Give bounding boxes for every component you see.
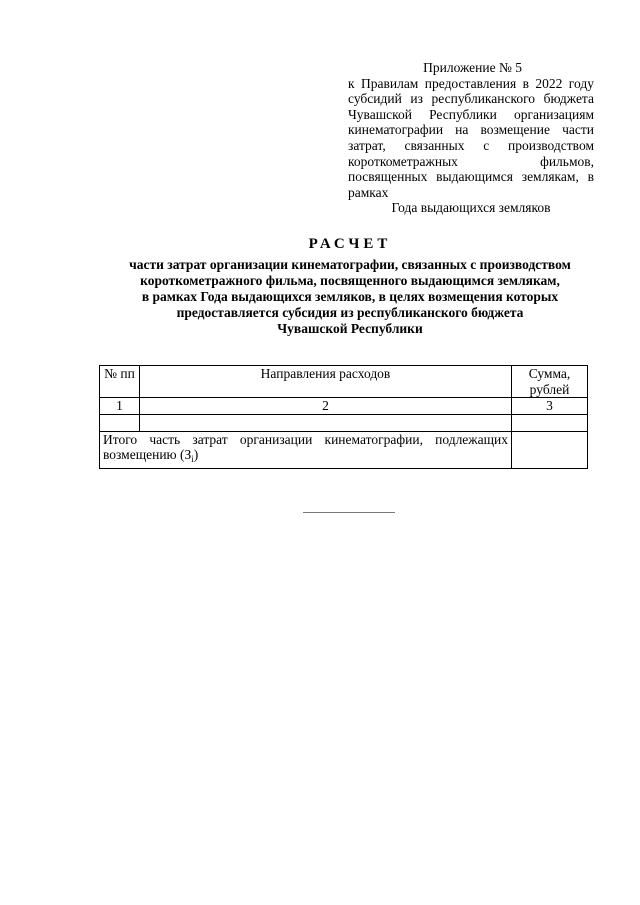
column-number-2: 2 [140,398,512,415]
appendix-last-line: Года выдающихся земляков [391,200,551,216]
total-close: ) [193,447,199,462]
table-row [100,414,588,431]
separator-line [303,512,395,513]
subtitle-line: короткометражного фильма, посвященного выдающимся землякам, [140,273,560,288]
header-amount: Сумма, рублей [512,366,588,398]
subtitle-line: части затрат организации кинематографии, связанных с производством [129,257,571,272]
total-value [512,431,588,468]
subtitle-line: в рамках Года выдающихся земляков, в целях возмещения которых [141,289,559,304]
appendix-text: к Правилам предоставления в 2022 году субсидий из республиканского бюджета Чувашской Республики организациям кинематографии на возмещение части затрат, связанных с производством короткометражных фильмов, посвященных выдающимся землякам, в рамках [348,75,594,200]
header-number: № пп [100,366,140,398]
table-cell [140,414,512,431]
calculation-table [99,365,588,469]
appendix-number: Приложение № 5 [423,60,522,75]
total-label [100,431,512,468]
header-expense-direction: Направления расходов [140,366,512,398]
total-subscript: i [191,454,194,464]
total-label-text: Итого часть затрат организации кинематографии, подлежащих возмещению (З [103,431,508,462]
table-cell [512,414,588,431]
title-block [96,236,604,337]
table-column-numbers-row [100,398,588,415]
document-subtitle [96,257,604,337]
table-header-row [100,366,588,398]
document-title: РАСЧЕТ [308,236,392,252]
column-number-3: 3 [512,398,588,415]
appendix-block [348,60,594,216]
subtitle-line: предоставляется субсидия из республиканского бюджета [176,305,524,320]
table-cell [100,414,140,431]
column-number-1: 1 [100,398,140,415]
subtitle-line: Чувашской Республики [277,321,423,336]
table-total-row [100,431,588,468]
